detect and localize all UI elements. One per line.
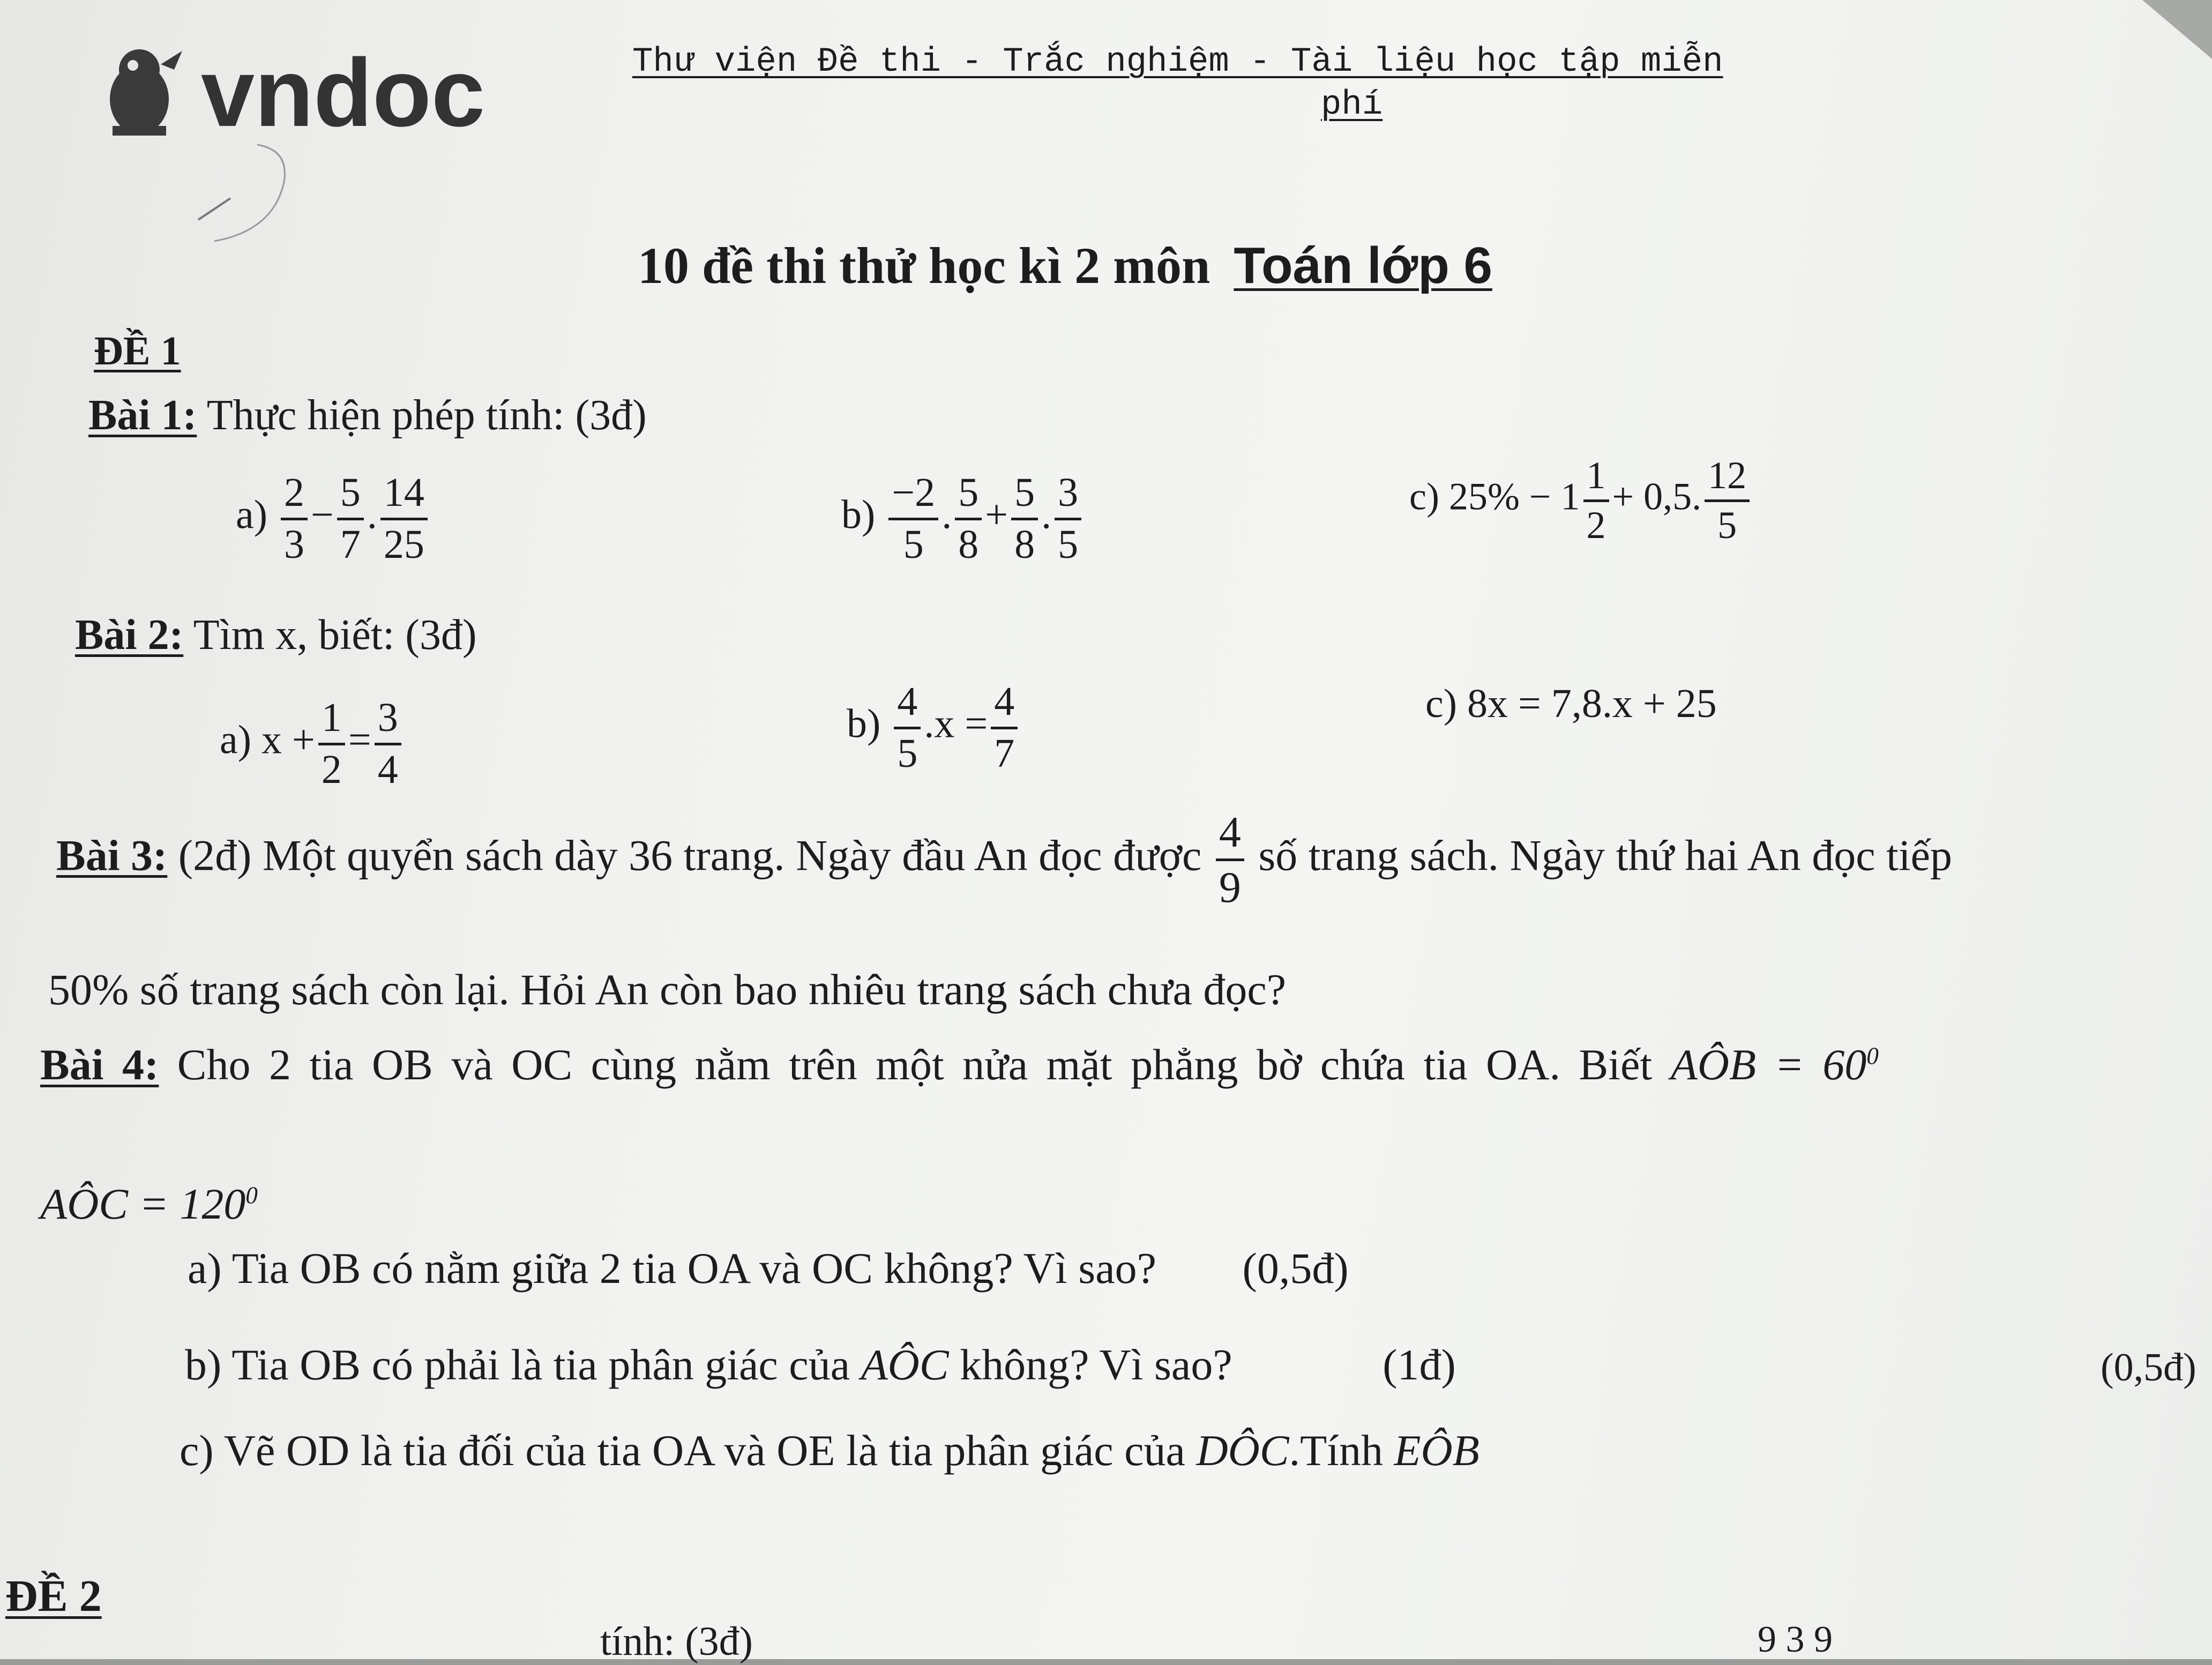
- bai3-line2: 50% số trang sách còn lại. Hỏi An còn bao nhiêu trang sách chưa đọc?: [48, 965, 1287, 1014]
- bai1-c: [1409, 456, 1753, 546]
- bai2-a: [220, 697, 405, 792]
- bai4-b-text: b) Tia OB có phải là tia phân giác của: [185, 1340, 850, 1389]
- angle-eob: EÔB: [1394, 1426, 1479, 1475]
- points: (1đ): [1382, 1340, 1456, 1389]
- bai3-text1: (2đ) Một quyển sách dày 36 trang. Ngày đầu An đọc được: [178, 831, 1202, 880]
- operator: =: [348, 717, 371, 763]
- bai4-b-text2: không? Vì sao?: [960, 1340, 1232, 1389]
- de2-label: ĐỀ 2: [5, 1571, 102, 1621]
- bai2-c: [1425, 681, 1717, 727]
- bai3-line1: [56, 809, 1952, 910]
- fraction: $\frac{4}{9}$: [1216, 809, 1244, 910]
- fraction: $\frac{5}{8}$: [955, 472, 982, 566]
- fraction: $\frac{1}{2}$: [318, 697, 345, 792]
- folded-corner: [2142, 0, 2212, 59]
- bai3-title: Bài 3:: [56, 831, 168, 880]
- bai4-text: Cho 2 tia OB và OC cùng nằm trên một nửa mặt phẳng bờ chứa tia OA. Biết: [177, 1040, 1653, 1089]
- fraction: $\frac{4}{5}$: [894, 681, 921, 775]
- fraction: $\frac{4}{7}$: [991, 681, 1018, 775]
- pencil-mark: [193, 139, 311, 247]
- expression: + 0,5.: [1612, 475, 1702, 518]
- item-label: a): [220, 717, 252, 763]
- bai1-b: [841, 472, 1085, 566]
- bai4-title: Bài 4:: [40, 1040, 159, 1089]
- fraction: $\frac{1}{2}$: [1583, 456, 1609, 546]
- fraction: $\frac{12}{5}$: [1705, 456, 1750, 546]
- fraction: $\frac{2}{3}$: [281, 472, 308, 566]
- bai4-a: [188, 1243, 1349, 1294]
- title-subject: Toán lớp 6: [1234, 237, 1492, 294]
- bai4-a-text: a) Tia OB có nằm giữa 2 tia OA và OC không? Vì sao?: [188, 1244, 1157, 1293]
- fraction: $\frac{5}{7}$: [337, 472, 364, 566]
- site-desc-line2: phí: [1321, 86, 1383, 124]
- bai2-text: Tìm x, biết: (3đ): [193, 611, 477, 659]
- item-label: a): [236, 492, 268, 537]
- bai2-b: [847, 681, 1021, 775]
- operator: +: [985, 492, 1008, 537]
- site-desc-line1: Thư viện Đề thi - Trắc nghiệm - Tài liệu học tập miễn: [632, 43, 1723, 81]
- expression: 25% − 1: [1448, 475, 1580, 518]
- mascot-icon: [80, 32, 552, 150]
- operator: .: [367, 492, 377, 537]
- bai2-title: Bài 2:: [75, 611, 184, 659]
- item-label: c): [1425, 681, 1458, 726]
- item-label: c): [1409, 475, 1439, 518]
- expression: x +: [261, 717, 315, 763]
- de2-partial-nums: 9 3 9: [1758, 1619, 1833, 1660]
- bai4-c-text2: .Tính: [1289, 1426, 1383, 1475]
- document-title: [638, 236, 1492, 295]
- angle-doc: DÔC: [1196, 1426, 1289, 1475]
- bai1-text: Thực hiện phép tính: (3đ): [206, 392, 647, 439]
- operator: −: [311, 492, 334, 537]
- vndoc-logo: [80, 32, 552, 153]
- bai3-text2: số trang sách. Ngày thứ hai An đọc tiếp: [1258, 831, 1953, 880]
- operator: .: [1041, 492, 1052, 537]
- logo-wordmark: vndoc: [201, 39, 485, 147]
- bai4-c: [180, 1425, 1479, 1476]
- bai1-a: [236, 472, 431, 566]
- de1-label: ĐỀ 1: [94, 328, 181, 374]
- item-label: b): [841, 492, 876, 537]
- bai1-heading: [88, 391, 647, 440]
- item-label: b): [847, 701, 881, 746]
- bai4-line0: [40, 1040, 1879, 1090]
- expression: 8x = 7,8.x + 25: [1467, 681, 1717, 726]
- de2-partial-line: tính: (3đ): [600, 1619, 753, 1664]
- bai4-c-points: (0,5đ): [2101, 1346, 2196, 1390]
- operator: .: [941, 492, 952, 537]
- angle-aob: AÔB = $60^0$: [1670, 1040, 1879, 1089]
- fraction: $\frac{3}{5}$: [1055, 472, 1081, 566]
- fraction: $\frac{-2}{5}$: [888, 472, 938, 566]
- bai2-heading: [75, 611, 477, 660]
- title-prefix: 10 đề thi thử học kì 2 môn: [638, 237, 1210, 294]
- points: (0,5đ): [1242, 1244, 1349, 1293]
- fraction: $\frac{14}{25}$: [380, 472, 428, 566]
- fraction: $\frac{3}{4}$: [375, 697, 401, 792]
- bai4-c-text: c) Vẽ OD là tia đối của tia OA và OE là tia phân giác của: [180, 1426, 1185, 1475]
- bai4-b: [185, 1340, 1456, 1390]
- expression: .x =: [924, 701, 988, 746]
- angle-aoc: AÔC = $120^0$: [40, 1179, 258, 1228]
- fraction: $\frac{5}{8}$: [1011, 472, 1038, 566]
- bai1-title: Bài 1:: [88, 392, 197, 439]
- angle-aoc-ref: AÔC: [861, 1340, 949, 1389]
